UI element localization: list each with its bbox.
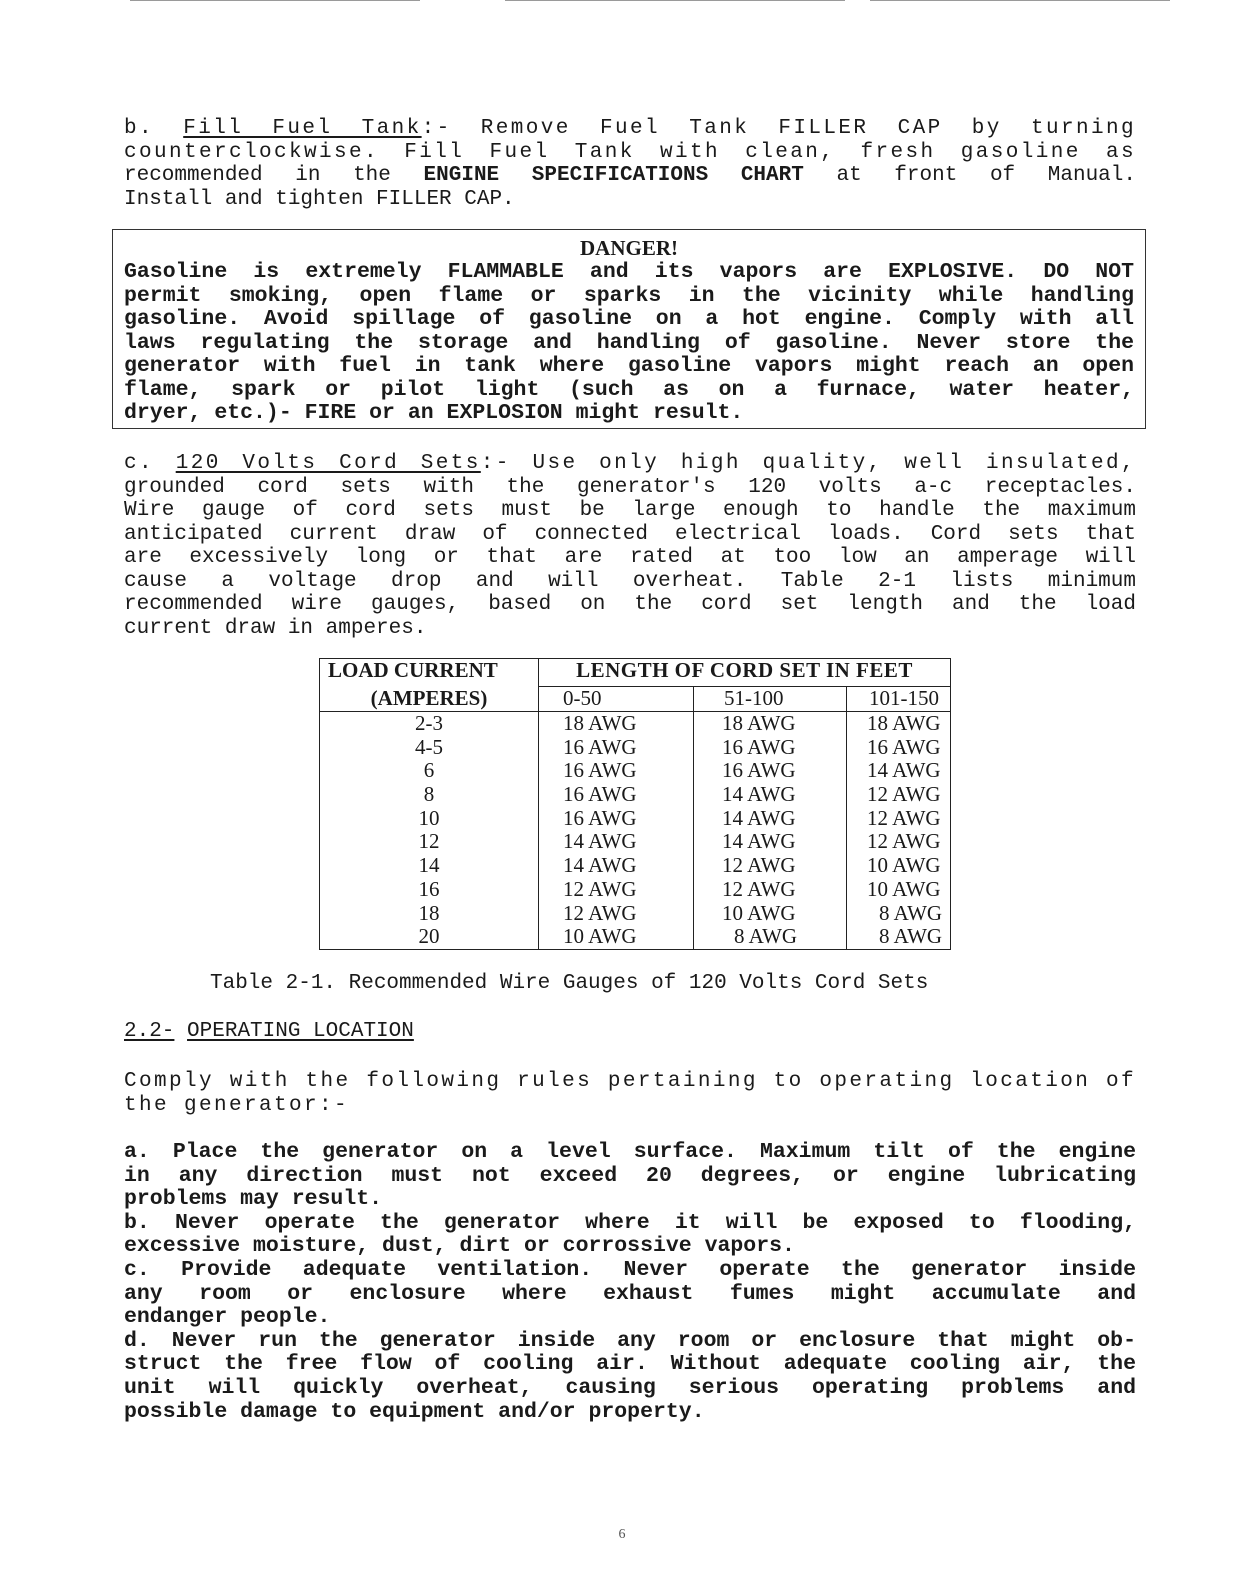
fill-fuel-paragraph (124, 117, 1136, 211)
gauge-cell: 12 AWG (847, 830, 951, 854)
cord-sets-heading: 120 Volts Cord Sets (175, 452, 481, 475)
amperes-cell: 4-5 (320, 736, 539, 760)
gauge-cell: 14 AWG (694, 807, 847, 831)
rule-line: possible damage to equipment and/or property. (124, 1399, 705, 1424)
table-row (320, 736, 951, 760)
text-line: the generator:- (124, 1093, 350, 1117)
text-line: anticipated current draw of connected electrical loads. Cord sets that (124, 522, 1136, 546)
operating-location-intro (124, 1070, 1136, 1117)
gauge-cell: 12 AWG (847, 807, 951, 831)
operating-rules (124, 1141, 1136, 1424)
text-line: Install and tighten FILLER CAP. (124, 187, 515, 211)
gauge-cell: 16 AWG (847, 736, 951, 760)
table-row (320, 902, 951, 926)
scan-edge-line (130, 0, 420, 1)
scan-edge-line (505, 0, 845, 1)
gauge-cell: 18 AWG (847, 712, 951, 736)
gauge-cell: 8 AWG (847, 902, 951, 926)
fill-fuel-heading: Fill Fuel Tank (183, 117, 422, 140)
rule-line: problems may result. (124, 1187, 383, 1212)
col-header-101-150: 101-150 (847, 687, 951, 712)
rule-line: endanger people. (124, 1305, 331, 1330)
gauge-cell: 12 AWG (694, 878, 847, 902)
rule-line: in any direction must not exceed 20 degrees, or engine lubricating (124, 1163, 1136, 1188)
text-line: Gasoline is extremely FLAMMABLE and its vapors are EXPLOSIVE. DO NOT (124, 260, 1134, 284)
rule-line: c. Provide adequate ventilation. Never operate the generator inside (124, 1257, 1136, 1282)
gauge-cell: 8 AWG (694, 925, 847, 949)
table-caption: Table 2-1. Recommended Wire Gauges of 120 Volts Cord Sets (210, 972, 929, 995)
text-line: dryer, etc.)- FIRE or an EXPLOSION might result. (124, 401, 744, 425)
wire-gauge-table (319, 658, 951, 950)
amperes-cell: 6 (320, 759, 539, 783)
amperes-cell: 10 (320, 807, 539, 831)
amperes-cell: 14 (320, 854, 539, 878)
text-line: grounded cord sets with the generator's 120 volts a-c receptacles. (124, 475, 1136, 499)
page-number: 6 (618, 1527, 626, 1542)
text-line: are excessively long or that are rated at too low an amperage will (124, 546, 1136, 569)
text-line: current draw in amperes. (124, 616, 427, 640)
text-line: :- Use only high quality, well insulated, (480, 452, 1136, 475)
rule-line: unit will quickly overheat, causing serious operating problems and (124, 1375, 1136, 1400)
table-row (320, 878, 951, 902)
gauge-cell: 14 AWG (847, 759, 951, 783)
text-line: recommended wire gauges, based on the cord set length and the load (124, 593, 1136, 616)
text-line: :- Remove Fuel Tank FILLER CAP by turning (421, 117, 1136, 140)
gauge-cell: 16 AWG (539, 783, 694, 807)
table-row (320, 925, 951, 949)
text-line: cause a voltage drop and will overheat. Table 2-1 lists minimum (124, 569, 1136, 593)
table-header-row (320, 659, 951, 687)
cord-sets-paragraph (124, 452, 1136, 640)
gauge-cell: 18 AWG (539, 712, 694, 736)
rule-line: d. Never run the generator inside any room or enclosure that might ob- (124, 1328, 1136, 1353)
section-title: OPERATING LOCATION (187, 1020, 414, 1043)
table-row (320, 712, 951, 736)
load-current-header: LOAD CURRENT (320, 659, 539, 687)
text-line: generator with fuel in tank where gasoline vapors might reach an open (124, 354, 1134, 378)
text-line: Comply with the following rules pertaining to operating location of (124, 1070, 1136, 1093)
gauge-cell: 14 AWG (539, 830, 694, 854)
rule-line: any room or enclosure where exhaust fumes might accumulate and (124, 1281, 1136, 1306)
item-label: c. (124, 452, 176, 475)
gauge-cell: 8 AWG (847, 925, 951, 949)
amperes-cell: 2-3 (320, 712, 539, 736)
gauge-cell: 16 AWG (694, 736, 847, 760)
gauge-cell: 12 AWG (539, 878, 694, 902)
text-line: counterclockwise. Fill Fuel Tank with clean, fresh gasoline as (124, 140, 1136, 164)
table-row (320, 854, 951, 878)
gauge-cell: 12 AWG (694, 854, 847, 878)
table-row (320, 759, 951, 783)
text-line: permit smoking, open flame or sparks in the vicinity while handling (124, 283, 1134, 308)
gauge-cell: 12 AWG (847, 783, 951, 807)
gauge-cell: 18 AWG (694, 712, 847, 736)
table-row (320, 807, 951, 831)
gauge-cell: 16 AWG (539, 759, 694, 783)
gauge-cell: 16 AWG (539, 807, 694, 831)
text-line: recommended in the (124, 164, 424, 187)
rule-line: a. Place the generator on a level surface. Maximum tilt of the engine (124, 1140, 1136, 1164)
gauge-cell: 10 AWG (694, 902, 847, 926)
table-subheader-row (320, 687, 951, 712)
text-line: gasoline. Avoid spillage of gasoline on a hot engine. Comply with all (124, 307, 1134, 331)
gauge-cell: 10 AWG (539, 925, 694, 949)
table-row (320, 783, 951, 807)
col-header-51-100: 51-100 (694, 687, 847, 712)
gauge-cell: 10 AWG (847, 854, 951, 878)
gauge-cell: 12 AWG (539, 902, 694, 926)
danger-text (124, 261, 1134, 426)
text-line: Wire gauge of cord sets must be large enough to handle the maximum (124, 499, 1136, 522)
gauge-cell: 16 AWG (539, 736, 694, 760)
amperes-header: (AMPERES) (320, 687, 539, 712)
text-line: at front of Manual. (803, 164, 1136, 187)
gauge-cell: 10 AWG (847, 878, 951, 902)
gauge-cell: 14 AWG (539, 854, 694, 878)
table-row (320, 830, 951, 854)
gauge-cell: 16 AWG (694, 759, 847, 783)
col-header-0-50: 0-50 (539, 687, 694, 712)
text-line: laws regulating the storage and handling of gasoline. Never store the (124, 330, 1134, 355)
amperes-cell: 20 (320, 925, 539, 949)
section-number: 2.2- (124, 1020, 175, 1043)
length-header: LENGTH OF CORD SET IN FEET (539, 659, 951, 687)
rule-line: excessive moisture, dust, dirt or corrossive vapors. (124, 1234, 795, 1259)
amperes-cell: 8 (320, 783, 539, 807)
item-label: b. (124, 117, 184, 140)
amperes-cell: 16 (320, 878, 539, 902)
rule-line: b. Never operate the generator where it will be exposed to flooding, (124, 1210, 1136, 1235)
gauge-cell: 14 AWG (694, 830, 847, 854)
danger-title: DANGER! (580, 236, 678, 260)
amperes-cell: 18 (320, 902, 539, 926)
rule-line: struct the free flow of cooling air. Without adequate cooling air, the (124, 1352, 1136, 1377)
gauge-cell: 14 AWG (694, 783, 847, 807)
text-line: flame, spark or pilot light (such as on a furnace, water heater, (124, 377, 1134, 402)
scan-edge-line (870, 0, 1170, 1)
section-heading (124, 1020, 414, 1043)
engine-spec-chart-ref: ENGINE SPECIFICATIONS CHART (423, 164, 804, 187)
amperes-cell: 12 (320, 830, 539, 854)
